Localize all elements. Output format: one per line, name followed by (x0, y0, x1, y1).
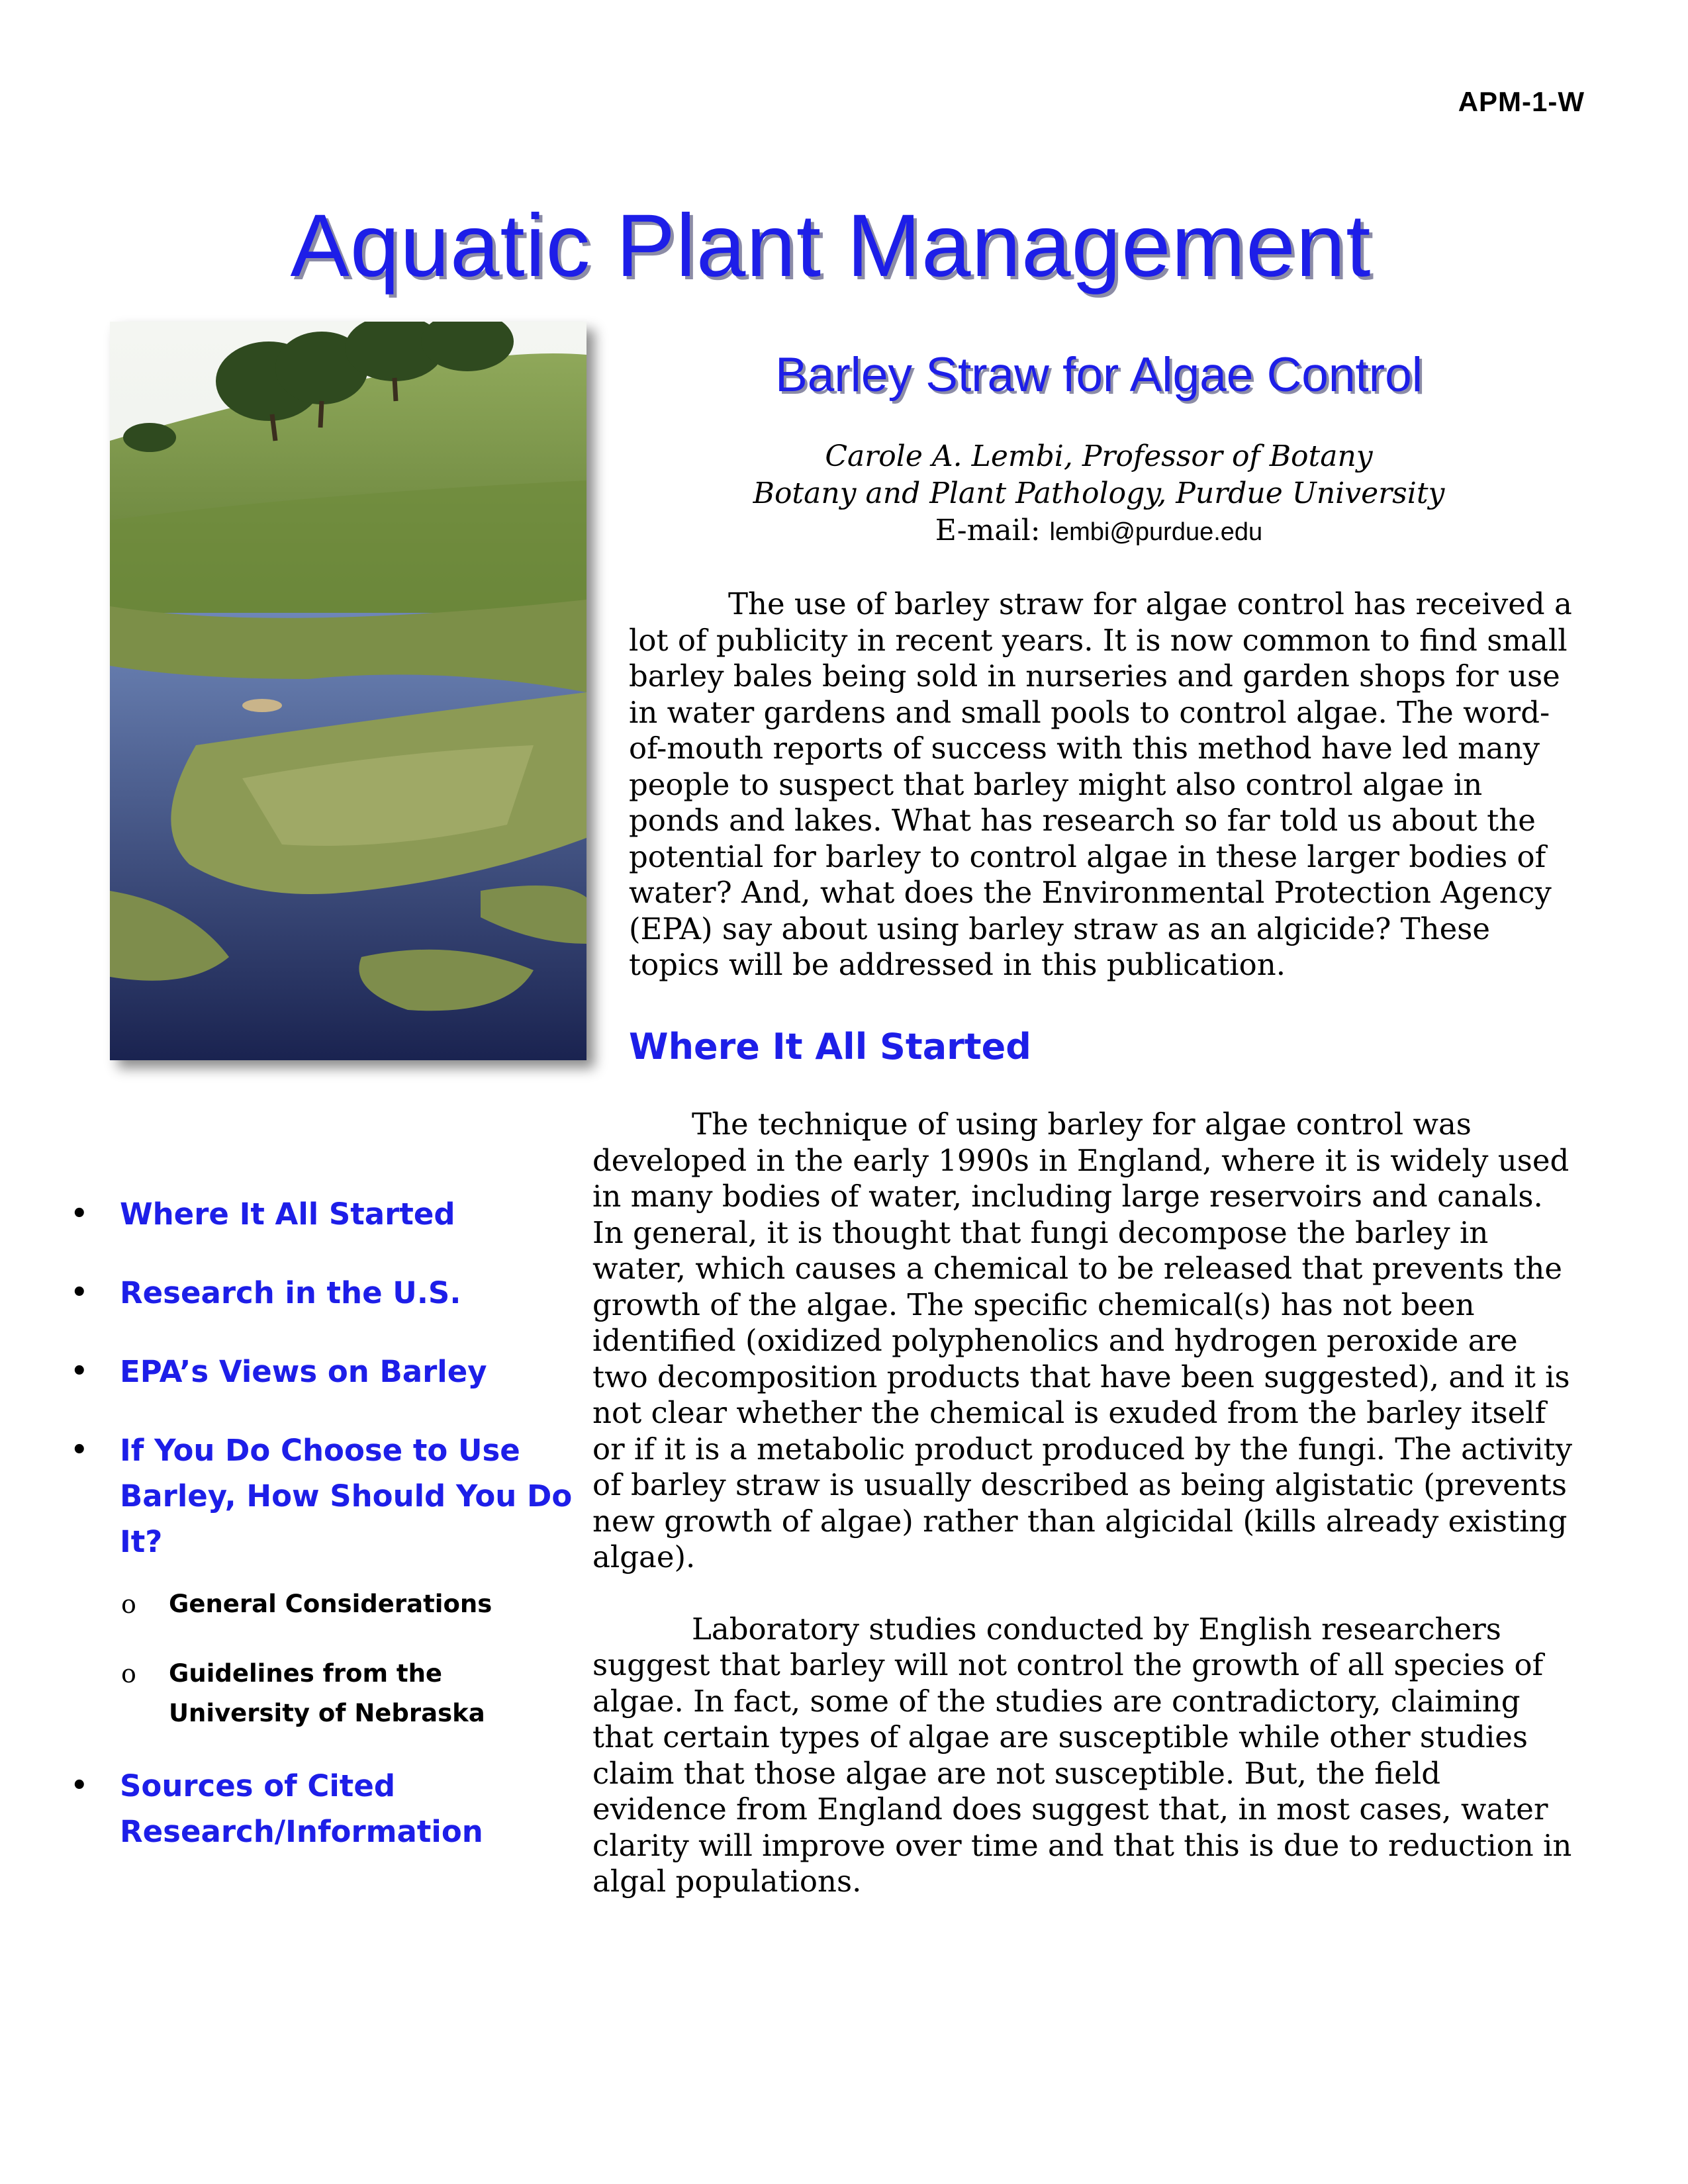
sub-bullet-icon: o (121, 1590, 136, 1619)
toc-item-label: If You Do Choose to Use Barley, How Should You Do It? (120, 1433, 573, 1559)
toc-item-label: Where It All Started (120, 1197, 455, 1232)
toc-item-where-it-all-started[interactable] (70, 1191, 573, 1237)
section-body (592, 1107, 1582, 1936)
body-paragraph-1: The technique of using barley for algae control was developed in the early 1990s in England, where it is widely used in many bodies of water, including large reservoirs and canals. In general, it is thought that fungi decompose the barley in water, which causes a chemical to be released that prevents the growth of the algae. The specific chemical(s) has not been identified (oxidized polyphenolics and hydrogen peroxide are two decomposition products that have been suggested), and it is not clear whether the chemical is exuded from the barley itself or if it is a metabolic product produced by the fungi. The activity of barley straw is usually described as being algistatic (prevents new growth of algae) rather than algicidal (kills already existing algae). (592, 1107, 1573, 1574)
toc-subitem-general-considerations[interactable] (70, 1584, 573, 1624)
toc-item-how-to-use-barley[interactable] (70, 1428, 573, 1565)
toc-item-research-in-us[interactable] (70, 1270, 573, 1316)
section-heading: Where It All Started (629, 1026, 1031, 1068)
toc-item-label: Research in the U.S. (120, 1275, 461, 1310)
document-code: APM-1-W (1458, 86, 1585, 117)
author-affiliation-line: Botany and Plant Pathology, Purdue University (753, 477, 1445, 510)
intro-paragraph: The use of barley straw for algae control has received a lot of publicity in recent years. It is now common to find small barley bales being sold in nurseries and garden shops for use in water gardens and small pools to control algae. The word-of-mouth reports of success with this method have led many people to suspect that barley might also control algae in ponds and lakes. What has research so far told us about the potential for barley to control algae in these larger bodies of water? And, what does the Environmental Protection Agency (EPA) say about using barley straw as an algicide? These topics will be addressed in this publication. (629, 586, 1572, 982)
author-name-line: Carole A. Lembi, Professor of Botany (825, 439, 1373, 473)
author-block (629, 438, 1569, 551)
email-label: E-mail: (935, 514, 1041, 547)
sub-bullet-icon: o (121, 1659, 136, 1688)
toc-subitem-nebraska-guidelines[interactable] (70, 1654, 573, 1733)
toc-subitem-label: General Considerations (169, 1590, 492, 1618)
bullet-icon: • (71, 1435, 88, 1465)
intro-section (629, 586, 1582, 983)
table-of-contents (70, 1191, 573, 1888)
body-paragraph-2: Laboratory studies conducted by English researchers suggest that barley will not control the growth of all species of algae. In fact, some of the studies are contradictory, claiming that certain types of algae are susceptible while other studies claim that those algae are not susceptible. But, the field evidence from England does suggest that, in most cases, water clarity will improve over time and that this is due to reduction in algal populations. (592, 1611, 1572, 1899)
bullet-icon: • (71, 1356, 88, 1387)
pond-with-algae-photo-icon (110, 322, 586, 1060)
email-address[interactable]: lembi@purdue.edu (1049, 518, 1263, 546)
author-email-line (629, 512, 1569, 551)
pond-photo (110, 322, 586, 1060)
subtitle: Barley Straw for Algae Control (775, 348, 1423, 402)
toc-item-sources[interactable] (70, 1763, 573, 1854)
main-title: Aquatic Plant Management (290, 197, 1372, 295)
bullet-icon: • (71, 1277, 88, 1308)
bullet-icon: • (71, 1770, 88, 1801)
toc-item-epa-views[interactable] (70, 1349, 573, 1394)
toc-subitem-label: Guidelines from the University of Nebraska (169, 1659, 485, 1727)
toc-item-label: Sources of Cited Research/Information (120, 1768, 483, 1849)
toc-item-label: EPA’s Views on Barley (120, 1354, 487, 1389)
bullet-icon: • (71, 1199, 88, 1229)
